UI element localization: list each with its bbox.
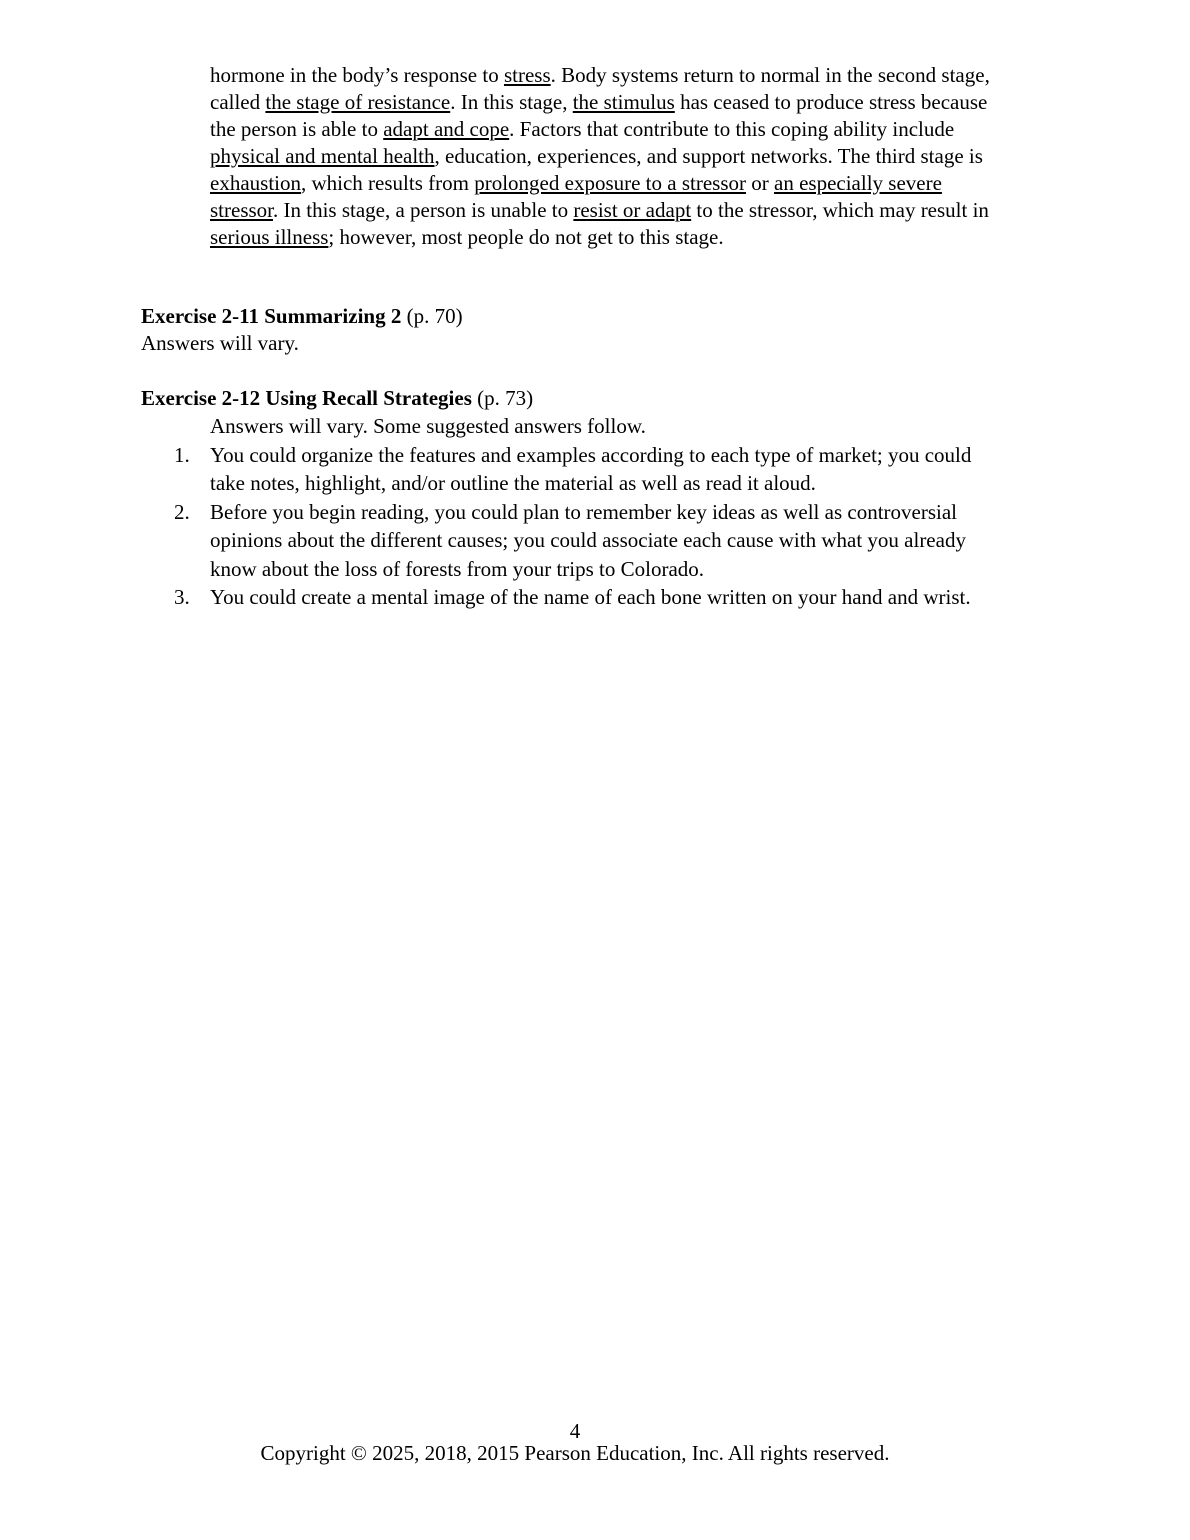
list-item-number: 1. [174,443,190,467]
list-item [0,583,1000,611]
list-item [0,441,1000,498]
exercise-2-12-intro: Answers will vary. Some suggested answers follow. [210,414,646,438]
list-item-number: 2. [174,499,190,524]
exercise-2-11-page-ref: (p. 70) [401,304,463,328]
exercise-2-12-page-ref: (p. 73) [471,386,534,410]
text-segment: or [746,171,774,195]
text-segment: . In this stage, a person is unable to [273,198,574,222]
list-item-text: You could create a mental image of the name of each bone written on your hand and wrist. [210,585,971,610]
exercise-2-12-heading [141,385,533,412]
text-segment: to the stressor, which may result in [691,198,989,222]
underlined-answer: serious illness [210,225,329,249]
text-segment: , education, experiences, and support networks. The third stage is [434,144,983,168]
exercise-2-11-title: Exercise 2-11 Summarizing 2 [141,304,402,328]
page-number: 4 [569,1419,581,1443]
text-segment: hormone in the body’s response to [210,63,504,87]
underlined-answer: the stimulus [572,90,675,114]
exercise-2-11-answer: Answers will vary. [141,331,299,355]
text-segment: . Body systems return to normal in the second stage, called [210,63,990,114]
copyright-notice: Copyright © 2025, 2018, 2015 Pearson Education, Inc. All rights reserved. [260,1441,890,1465]
text-segment: ; however, most people do not get to this stage. [328,225,724,249]
text-segment: . In this stage, [450,90,573,114]
underlined-answer: physical and mental health [210,144,435,168]
recall-answers-list [0,441,1190,611]
list-item-number: 3. [174,585,190,610]
exercise-2-11-heading [141,303,463,330]
underlined-answer: stress [503,63,551,87]
text-segment: has ceased to produce stress because the person is able to [210,90,988,141]
list-item-text: Before you begin reading, you could plan to remember key ideas as well as controversial opinions about the different causes; you could associate each cause with what you already know about the loss of forests from your trips to Colorado. [210,499,966,581]
underlined-answer: prolonged exposure to a stressor [474,171,746,195]
text-segment: , which results from [300,171,475,195]
exercise-2-12-title: Exercise 2-12 Using Recall Strategies [141,386,472,410]
underlined-answer: an especially severe stressor [210,171,942,222]
underlined-answer: adapt and cope [383,117,510,141]
underlined-answer: exhaustion [210,171,301,195]
list-item [0,498,1000,583]
underlined-answer: the stage of resistance [265,90,451,114]
text-segment: . Factors that contribute to this coping ability include [509,117,955,141]
list-item-text: You could organize the features and examples according to each type of market; you could take notes, highlight, and/or outline the material as well as read it aloud. [210,443,972,496]
stress-stages-paragraph [210,62,1000,251]
underlined-answer: resist or adapt [573,198,692,222]
